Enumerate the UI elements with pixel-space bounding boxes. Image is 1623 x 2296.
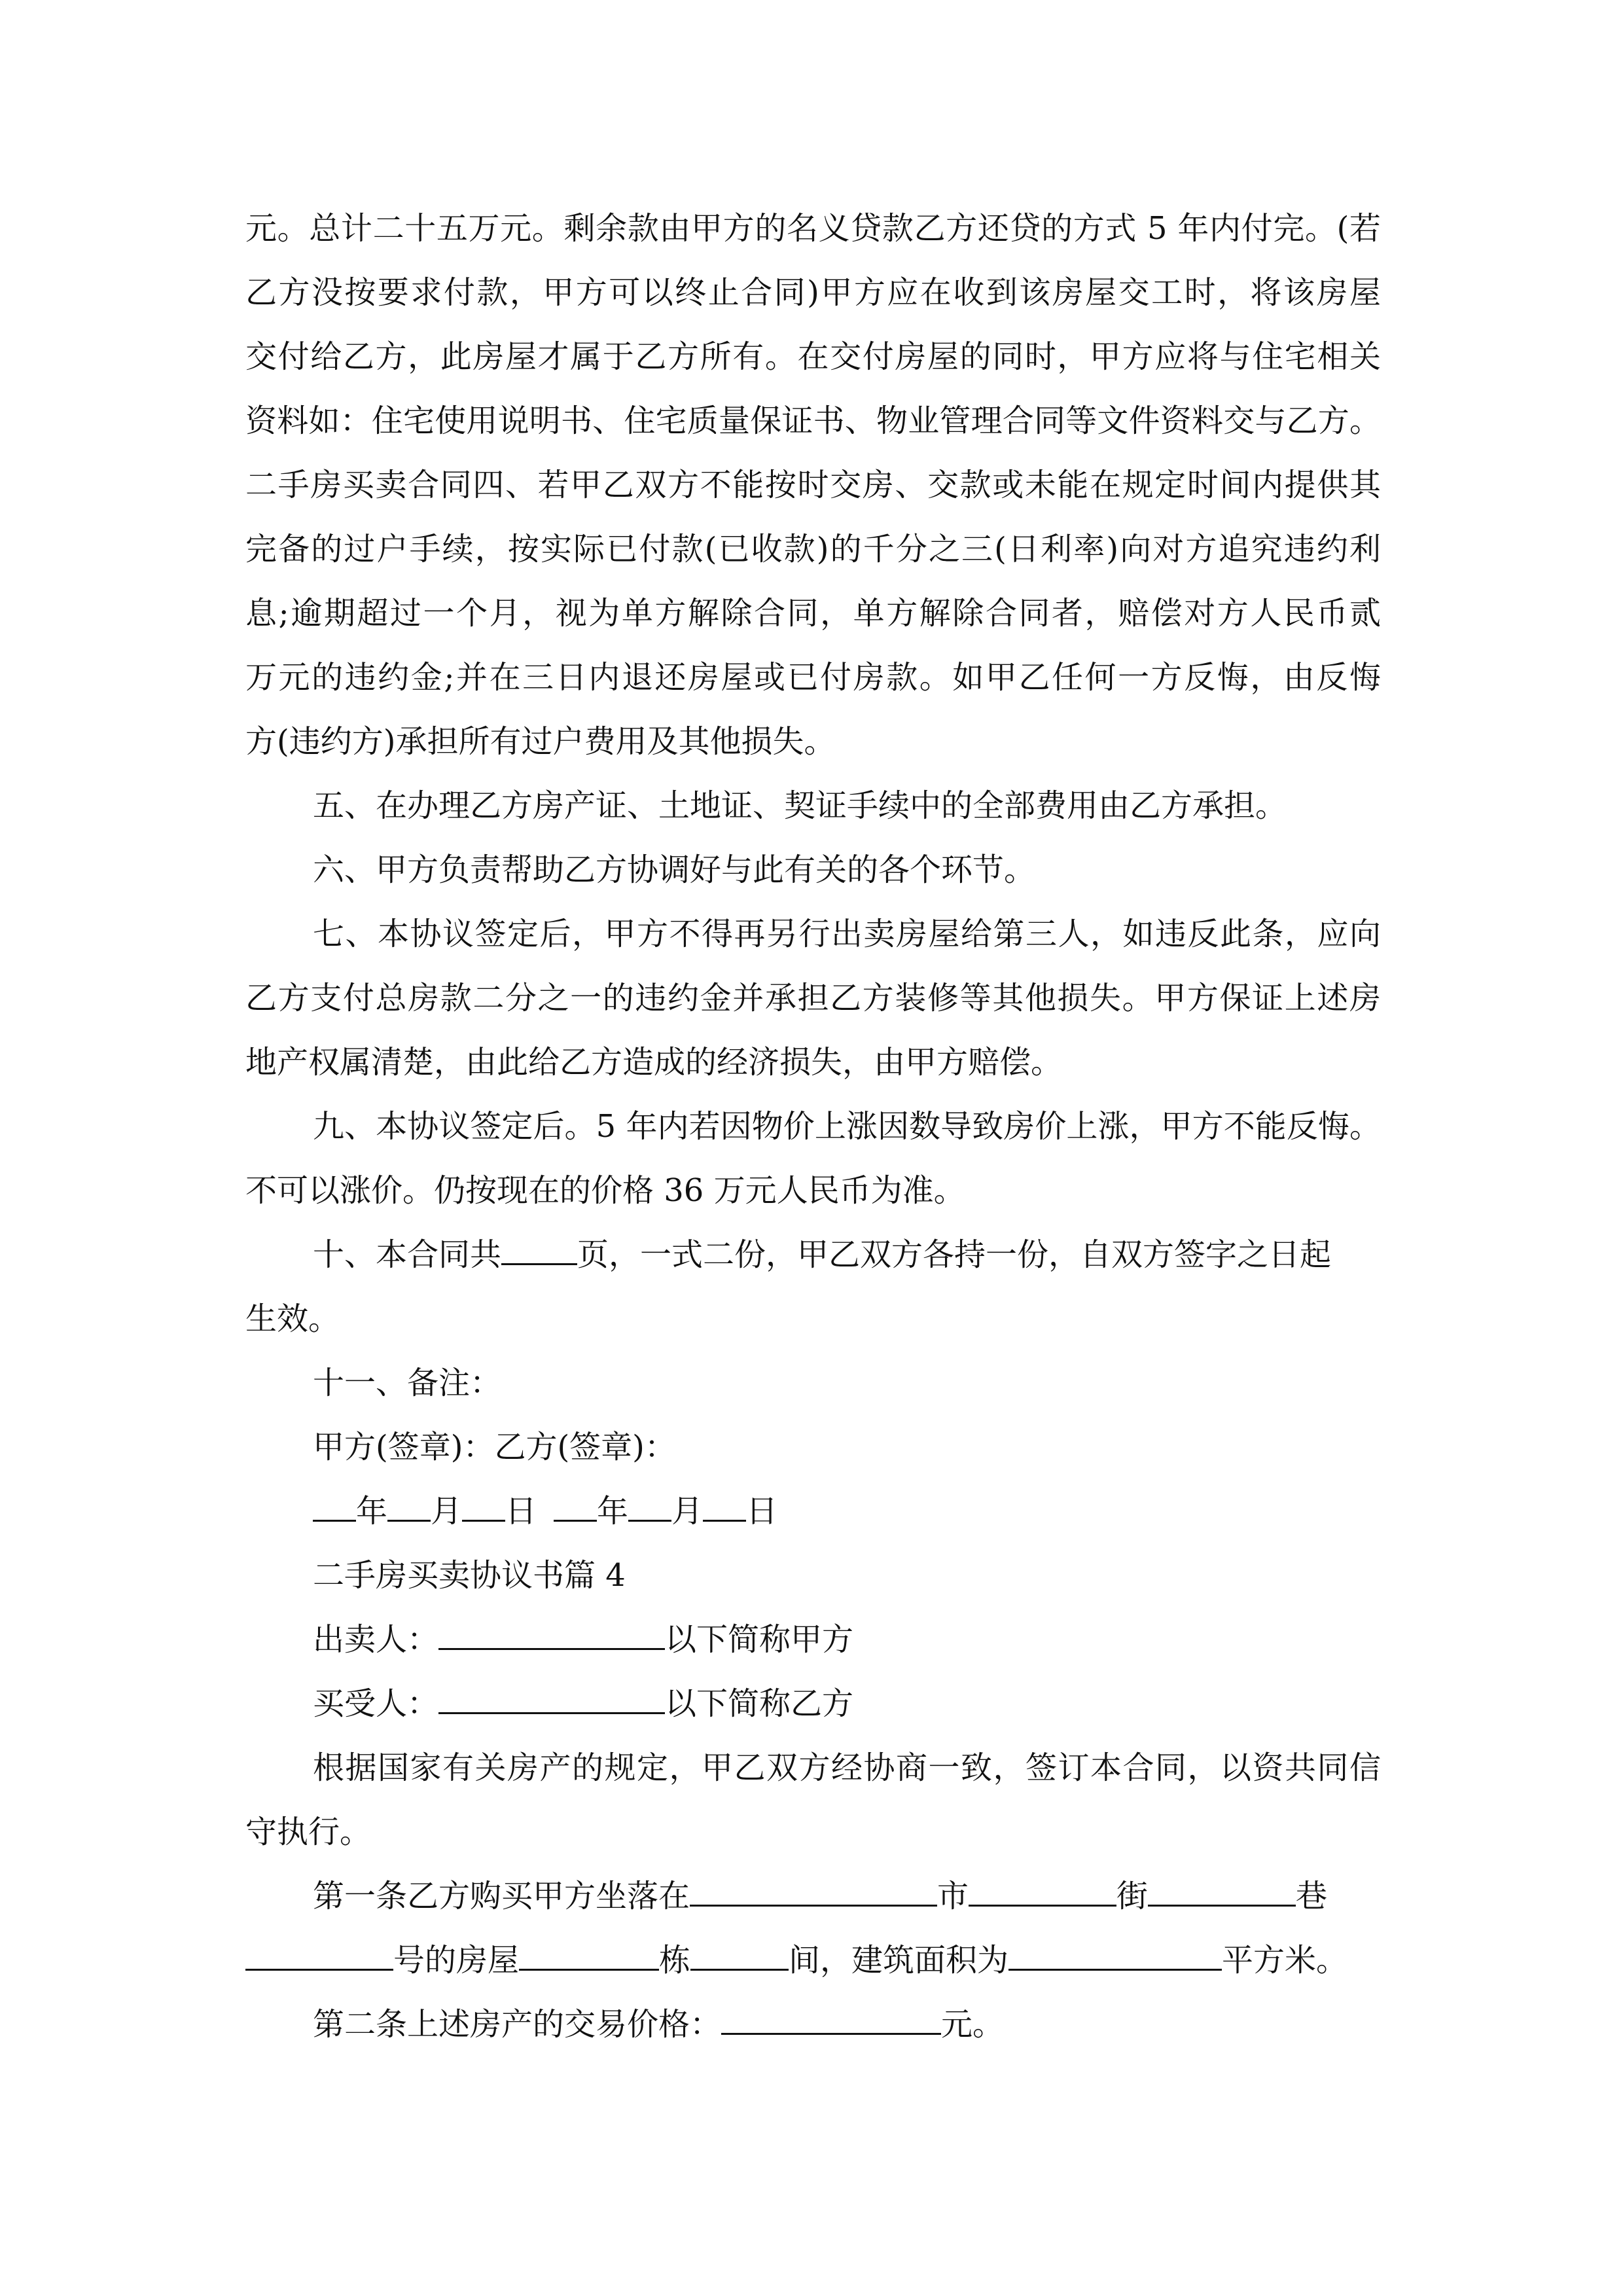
clause-10-line-2: 生效。 [245,1300,340,1337]
month-blank-2[interactable] [628,1486,671,1522]
price-blank[interactable] [721,1999,941,2035]
city-blank[interactable] [969,1871,1116,1907]
body-line-9: 方(违约方)承担所有过户费用及其他损失。 [245,723,836,760]
article-1-line-2 [245,1928,1381,1992]
year-label-2: 年 [597,1493,629,1530]
body-line-1: 元。总计二十五万元。剩余款由甲方的名义贷款乙方还贷的方式 5 年内付完。(若 [245,210,1381,247]
signature-line: 甲方(签章)：乙方(签章)： [313,1429,676,1465]
clause-10-before: 十、本合同共 [313,1236,502,1273]
buyer-name-blank[interactable] [438,1678,665,1714]
seller-line [313,1607,1381,1672]
seller-label: 出卖人： [313,1621,439,1658]
preamble-line-2: 守执行。 [245,1814,372,1850]
seller-suffix: 以下简称甲方 [665,1621,854,1658]
area-blank[interactable] [1008,1935,1222,1971]
article-1-lane: 巷 [1296,1878,1328,1914]
article-2-unit: 元。 [941,2006,1005,2043]
article-1-street: 街 [1116,1878,1149,1914]
body-line-5: 二手房买卖合同四、若甲乙双方不能按时交房、交款或未能在规定时间内提供其 [245,467,1381,503]
buyer-suffix: 以下简称乙方 [665,1685,854,1722]
clause-10-line-1 [313,1223,1381,1287]
body-line-7: 息;逾期超过一个月，视为单方解除合同，单方解除合同者，赔偿对方人民币贰 [245,595,1381,632]
clause-9-line-1: 九、本协议签定后。5 年内若因物价上涨因数导致房价上涨，甲方不能反悔。 [313,1108,1381,1145]
clause-7-line-1: 七、本协议签定后，甲方不得再另行出卖房屋给第三人，如违反此条，应向 [313,916,1381,952]
day-label-2: 日 [746,1493,778,1530]
article-1-building: 栋 [659,1942,691,1979]
buyer-line [313,1672,1381,1736]
section-title: 二手房买卖协议书篇 4 [313,1557,626,1594]
article-1-city: 市 [937,1878,969,1914]
clause-6: 六、甲方负责帮助乙方协调好与此有关的各个环节。 [313,852,1036,888]
street-blank[interactable] [1148,1871,1296,1907]
month-label-2: 月 [671,1493,704,1530]
clause-7-line-2: 乙方支付总房款二分之一的违约金并承担乙方装修等其他损失。甲方保证上述房 [245,980,1381,1016]
body-line-6: 完备的过户手续，按实际已付款(已收款)的千分之三(日利率)向对方追究违约利 [245,531,1381,567]
month-label-1: 月 [431,1493,463,1530]
clause-5: 五、在办理乙方房产证、土地证、契证手续中的全部费用由乙方承担。 [313,787,1287,824]
body-line-3: 交付给乙方，此房屋才属于乙方所有。在交付房屋的同时，甲方应将与住宅相关 [245,338,1381,375]
article-1-line-1 [313,1864,1381,1928]
preamble-line-1: 根据国家有关房产的规定，甲乙双方经协商一致，签订本合同，以资共同信 [313,1749,1381,1786]
day-blank-1[interactable] [462,1486,505,1522]
body-line-4: 资料如：住宅使用说明书、住宅质量保证书、物业管理合同等文件资料交与乙方。 [245,403,1381,439]
article-2-line [313,1992,1381,2056]
building-blank[interactable] [519,1935,659,1971]
body-line-2: 乙方没按要求付款，甲方可以终止合同)甲方应在收到该房屋交工时，将该房屋 [245,274,1381,311]
article-1-lead: 第一条乙方购买甲方坐落在 [313,1878,690,1914]
date-line [313,1479,1381,1543]
clause-9-line-2: 不可以涨价。仍按现在的价格 36 万元人民币为准。 [245,1172,965,1209]
clause-11: 十一、备注： [313,1365,502,1401]
article-2-lead: 第二条上述房产的交易价格： [313,2006,722,2043]
article-1-room: 间，建筑面积为 [789,1942,1009,1979]
clause-10-after: 页，一式二份，甲乙双方各持一份，自双方签字之日起 [577,1236,1332,1273]
month-blank-1[interactable] [387,1486,431,1522]
year-blank-2[interactable] [554,1486,597,1522]
day-label-1: 日 [505,1493,537,1530]
body-line-8: 万元的违约金;并在三日内退还房屋或已付房款。如甲乙任何一方反悔，由反悔 [245,659,1381,696]
year-label-1: 年 [356,1493,388,1530]
number-blank[interactable] [245,1935,393,1971]
location-blank[interactable] [690,1871,937,1907]
year-blank-1[interactable] [313,1486,356,1522]
buyer-label: 买受人： [313,1685,439,1722]
room-blank[interactable] [690,1935,789,1971]
day-blank-2[interactable] [703,1486,746,1522]
clause-7-line-3: 地产权属清楚，由此给乙方造成的经济损失，由甲方赔偿。 [245,1044,1063,1081]
article-1-unit: 平方米。 [1222,1942,1348,1979]
seller-name-blank[interactable] [438,1614,665,1650]
article-1-number: 号的房屋 [393,1942,520,1979]
page-count-blank[interactable] [501,1229,577,1265]
